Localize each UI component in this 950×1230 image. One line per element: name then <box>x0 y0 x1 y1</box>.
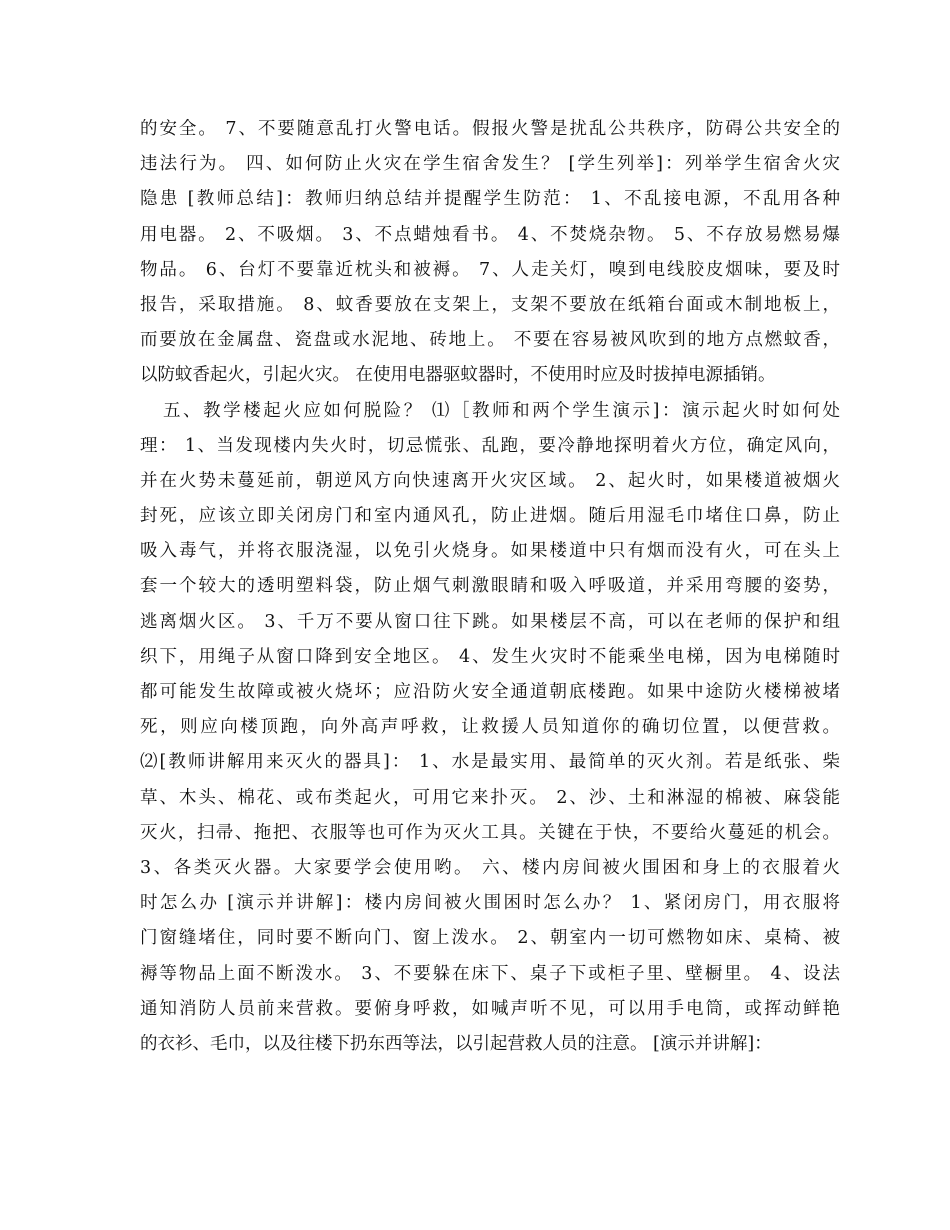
text-line: 通知消防人员前来营救。要俯身呼救，如喊声听不见，可以用手电筒，或挥动鲜艳 <box>140 998 840 1019</box>
text-line: 门窗缝堵住，同时要不断向门、窗上泼水。 2、朝室内一切可燃物如床、桌椅、被 <box>140 928 840 949</box>
text-line: 死，则应向楼顶跑，向外高声呼救，让救援人员知道你的确切位置，以便营救。 <box>140 717 840 738</box>
text-line: 物品。 6、台灯不要靠近枕头和被褥。 7、人走关灯，嗅到电线胶皮烟味，要及时 <box>140 259 840 280</box>
text-line: 逃离烟火区。 3、千万不要从窗口往下跳。如果楼层不高，可以在老师的保护和组 <box>140 611 840 632</box>
text-line: 织下，用绳子从窗口降到安全地区。 4、发生火灾时不能乘坐电梯，因为电梯随时 <box>140 646 840 667</box>
text-line: 的安全。 7、不要随意乱打火警电话。假报火警是扰乱公共秩序，防碍公共安全的 <box>140 119 840 139</box>
text-line: 违法行为。 四、如何防止火灾在学生宿舍发生？ [学生列举]：列举学生宿舍火灾 <box>140 154 840 175</box>
text-line: 封死，应该立即关闭房门和室内通风孔，防止进烟。随后用湿毛巾堵住口鼻，防止 <box>140 506 840 527</box>
text-line: 五、教学楼起火应如何脱险？ ⑴［教师和两个学生演示]：演示起火时如何处 <box>163 400 840 421</box>
text-line: 而要放在金属盘、瓷盘或水泥地、砖地上。 不要在容易被风吹到的地方点燃蚊香， <box>140 330 840 351</box>
text-line: ⑵[教师讲解用来灭火的器具]： 1、水是最实用、最简单的灭火剂。若是纸张、柴 <box>140 752 840 773</box>
text-line: 褥等物品上面不断泼水。 3、不要躲在床下、桌子下或柜子里、壁橱里。 4、设法 <box>140 963 840 984</box>
text-line: 隐患 [教师总结]：教师归纳总结并提醒学生防范： 1、不乱接电源，不乱用各种 <box>140 189 840 210</box>
text-line: 吸入毒气，并将衣服浇湿，以免引火烧身。如果楼道中只有烟而没有火，可在头上 <box>140 541 840 562</box>
body-text <box>140 112 840 1062</box>
text-line: 都可能发生故障或被火烧坏；应沿防火安全通道朝底楼跑。如果中途防火楼梯被堵 <box>140 682 840 702</box>
text-line: 并在火势未蔓延前，朝逆风方向快速离开火灾区域。 2、起火时，如果楼道被烟火 <box>140 470 840 491</box>
text-line: 的衣衫、毛巾，以及往楼下扔东西等法，以引起营救人员的注意。 [演示并讲解]： <box>140 1033 772 1054</box>
text-line: 报告，采取措施。 8、蚊香要放在支架上，支架不要放在纸箱台面或木制地板上， <box>140 294 840 315</box>
text-line: 3、各类灭火器。大家要学会使用哟。 六、楼内房间被火围困和身上的衣服着火 <box>140 857 840 878</box>
text-line: 以防蚊香起火，引起火灾。 在使用电器驱蚊器时，不使用时应及时拔掉电源插销。 <box>140 365 776 386</box>
text-line: 草、木头、棉花、或布类起火，可用它来扑灭。 2、沙、土和淋湿的棉被、麻袋能 <box>140 787 840 808</box>
text-line: 套一个较大的透明塑料袋，防止烟气刺激眼睛和吸入呼吸道，并采用弯腰的姿势， <box>140 576 840 597</box>
text-line: 灭火，扫帚、拖把、衣服等也可作为灭火工具。关键在于快，不要给火蔓延的机会。 <box>140 822 840 843</box>
text-line: 用电器。 2、不吸烟。 3、不点蜡烛看书。 4、不焚烧杂物。 5、不存放易燃易爆 <box>140 224 840 245</box>
text-line: 理： 1、当发现楼内失火时，切忌慌张、乱跑，要冷静地探明着火方位，确定风向， <box>140 435 840 456</box>
text-line: 时怎么办 [演示并讲解]：楼内房间被火围困时怎么办？ 1、紧闭房门，用衣服将 <box>140 893 840 914</box>
